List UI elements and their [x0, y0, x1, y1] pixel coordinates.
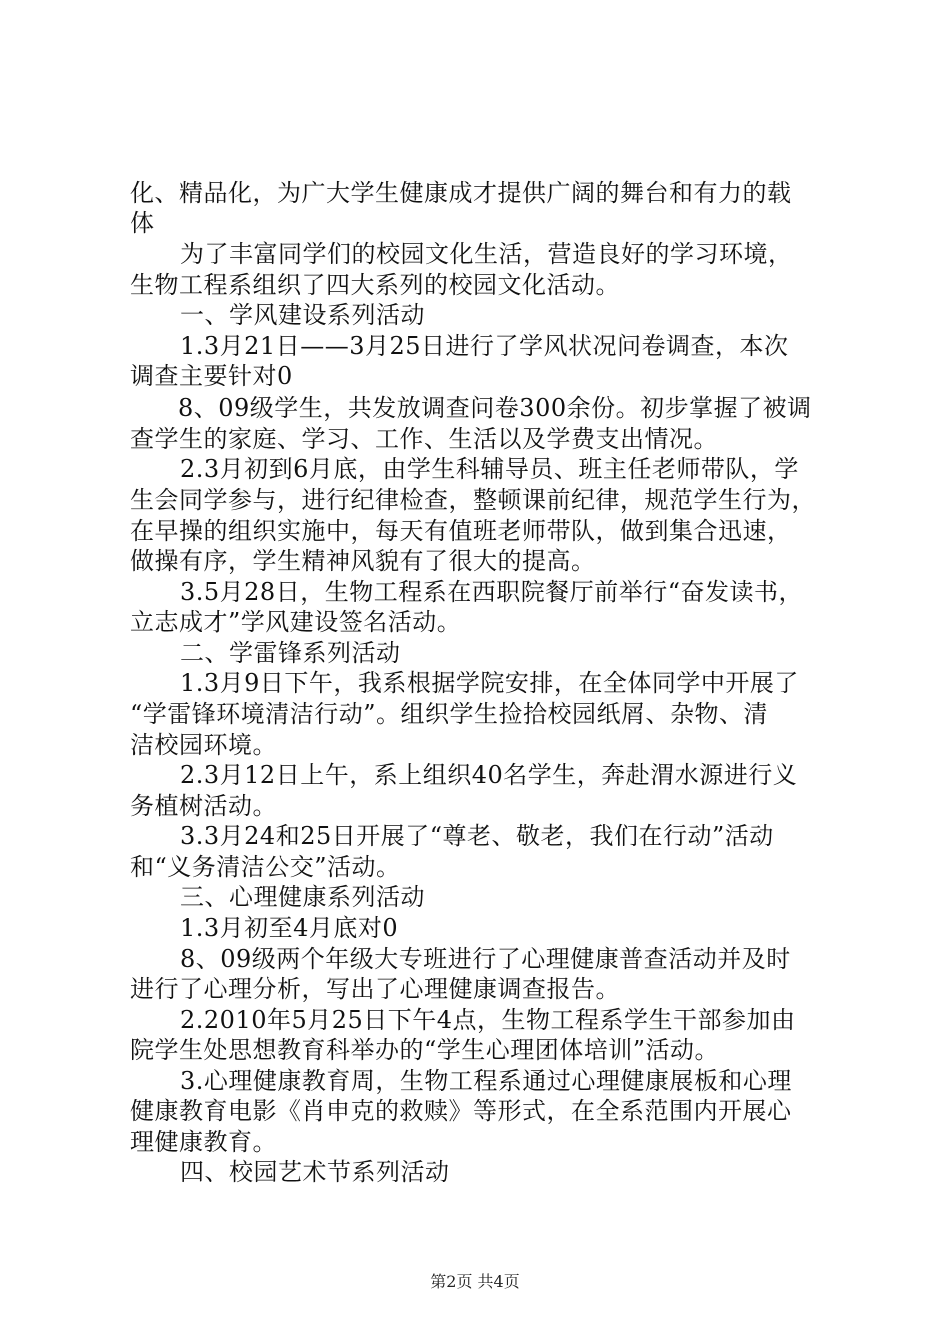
paragraph-line: 为了丰富同学们的校园文化生活，营造良好的学习环境， [180, 240, 793, 268]
paragraph-line: 1.3月21日——3月25日进行了学风状况问卷调查，本次 [180, 332, 789, 360]
paragraph-line: 进行了心理分析，写出了心理健康调查报告。 [130, 975, 620, 1003]
paragraph-line: 3.3月24和25日开展了“尊老、敬老，我们在行动”活动 [180, 822, 774, 850]
paragraph-line: 体 [130, 209, 155, 237]
paragraph-line: 化、精品化，为广大学生健康成才提供广阔的舞台和有力的载 [130, 179, 792, 207]
paragraph-line: 8、09级学生，共发放调查问卷300余份。初步掌握了被调 [178, 394, 812, 422]
paragraph-line: 务植树活动。 [130, 792, 277, 820]
paragraph-line: 2.2010年5月25日下午4点，生物工程系学生干部参加由 [180, 1006, 796, 1034]
paragraph-line: 健康教育电影《肖申克的救赎》等形式，在全系范围内开展心 [130, 1097, 792, 1125]
paragraph-line: 2.3月初到6月底，由学生科辅导员、班主任老师带队，学 [180, 455, 799, 483]
paragraph-line: 立志成才”学风建设签名活动。 [130, 608, 462, 636]
paragraph-line: 在早操的组织实施中，每天有值班老师带队，做到集合迅速， [130, 517, 792, 545]
paragraph-line: 1.3月9日下午，我系根据学院安排，在全体同学中开展了 [180, 669, 799, 697]
paragraph-line: 洁校园环境。 [130, 731, 277, 759]
paragraph-line: 查学生的家庭、学习、工作、生活以及学费支出情况。 [130, 425, 718, 453]
section-heading: 二、学雷锋系列活动 [180, 639, 401, 667]
paragraph-line: 3.5月28日，生物工程系在西职院餐厅前举行“奋发读书， [180, 578, 803, 606]
section-heading: 三、心理健康系列活动 [180, 883, 425, 911]
paragraph-line: 3.心理健康教育周，生物工程系通过心理健康展板和心理 [180, 1067, 792, 1095]
paragraph-line: 理健康教育。 [130, 1128, 277, 1156]
paragraph-line: 院学生处思想教育科举办的“学生心理团体培训”活动。 [130, 1036, 720, 1064]
page-footer [0, 1272, 950, 1292]
paragraph-line: 1.3月初至4月底对0 [180, 914, 399, 942]
page-indicator: 第2页 共4页 [430, 1272, 520, 1291]
paragraph-line: 2.3月12日上午，系上组织40名学生，奔赴渭水源进行义 [180, 761, 798, 789]
paragraph-line: 做操有序，学生精神风貌有了很大的提高。 [130, 547, 596, 575]
paragraph-line: 8、09级两个年级大专班进行了心理健康普查活动并及时 [180, 945, 791, 973]
paragraph-line: “学雷锋环境清洁行动”。组织学生捡拾校园纸屑、杂物、清 [130, 700, 769, 728]
paragraph-line: 生会同学参与，进行纪律检查，整顿课前纪律，规范学生行为， [130, 486, 816, 514]
paragraph-line: 调查主要针对0 [130, 362, 293, 390]
section-heading: 一、学风建设系列活动 [180, 301, 425, 329]
paragraph-line: 生物工程系组织了四大系列的校园文化活动。 [130, 271, 620, 299]
section-heading: 四、校园艺术节系列活动 [180, 1158, 450, 1186]
paragraph-line: 和“义务清洁公交”活动。 [130, 853, 401, 881]
